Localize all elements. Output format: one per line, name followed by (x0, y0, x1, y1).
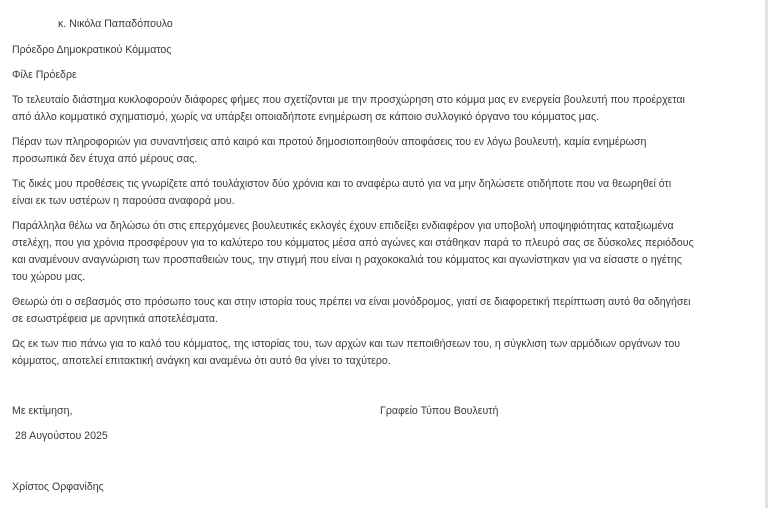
paragraph-line: Το τελευταίο διάστημα κυκλοφορούν διάφορες φήμες που σχετίζονται με την προσχώρηση στο κόμμα μας εν ενεργεία βουλευτή που προέρχεται (12, 94, 685, 106)
paragraph-line: Τις δικές μου προθέσεις τις γνωρίζετε από τουλάχιστον δύο χρόνια και το αναφέρω αυτό για να μην δηλώσετε οτιδήποτε που να θεωρηθεί ότι (12, 178, 672, 190)
salutation: Φίλε Πρόεδρε (12, 69, 77, 81)
paragraph-line: από άλλο κομματικό σχηματισμό, χωρίς να υπάρξει οποιαδήποτε ενημέρωση σε κάποιο συλλογικό όργανο του κόμματος μας. (12, 111, 600, 123)
paragraph-line: Πέραν των πληροφοριών για συναντήσεις από καιρό και προτού δημοσιοποιηθούν αποφάσεις του εν λόγω βουλευτή, καμία ενημέρωση (12, 136, 647, 148)
press-office: Γραφείο Τύπου Βουλευτή (380, 405, 499, 417)
paragraph-line: προσωπικά δεν έτυχα από μέρους σας. (12, 153, 198, 165)
recipient-line: κ. Νικόλα Παπαδόπουλο (58, 18, 173, 30)
paragraph-6 (12, 336, 760, 370)
recipient-title: Πρόεδρο Δημοκρατικού Κόμματος (12, 44, 172, 56)
paragraph-1 (12, 92, 760, 126)
paragraph-line: Παράλληλα θέλω να δηλώσω ότι στις επερχόμενες βουλευτικές εκλογές έχουν επιδείξει ενδιαφέρον για υποβολή υποψηφιότητας καταξιωμένα (12, 220, 674, 232)
paragraph-line: σε εσωστρέφεια με αρνητικά αποτελέσματα. (12, 313, 218, 325)
paragraph-line: κόμματος, αποτελεί επιτακτική ανάγκη και αναμένω ότι αυτό θα γίνει το ταχύτερο. (12, 355, 391, 367)
paragraph-4 (12, 218, 760, 286)
paragraph-line: και αναμένουν αναγνώριση των προσπαθειών τους, την στιγμή που είναι η ραχοκοκαλιά του κόμματος και αγωνίστηκαν για να είσαστε ο ηγέτης (12, 254, 682, 266)
paragraph-line: του χώρου μας. (12, 271, 86, 283)
paragraph-line: είναι εκ των υστέρων η παρούσα αναφορά μου. (12, 195, 235, 207)
paragraph-2 (12, 134, 760, 168)
letter-date: 28 Αυγούστου 2025 (15, 430, 108, 442)
paragraph-3 (12, 176, 760, 210)
paragraph-line: Ως εκ των πιο πάνω για το καλό του κόμματος, της ιστορίας του, των αρχών και των πεποιθήσεων του, η σύγκλιση των αρμόδιων οργάνων του (12, 338, 681, 350)
signature-name: Χρίστος Ορφανίδης (12, 481, 104, 493)
paragraph-5 (12, 294, 760, 328)
closing: Με εκτίμηση, (12, 405, 73, 417)
paragraph-line: Θεωρώ ότι ο σεβασμός στο πρόσωπο τους και στην ιστορία τους πρέπει να είναι μονόδρομος, γιατί σε διαφορετική περίπτωση αυτό θα οδηγήσει (12, 296, 691, 308)
paragraph-line: στελέχη, που για χρόνια προσφέρουν για το καλύτερο του κόμματος μέσα από αγώνες και στάθηκαν παρά το πλευρό σας σε δύσκολες περιόδους (12, 237, 694, 249)
